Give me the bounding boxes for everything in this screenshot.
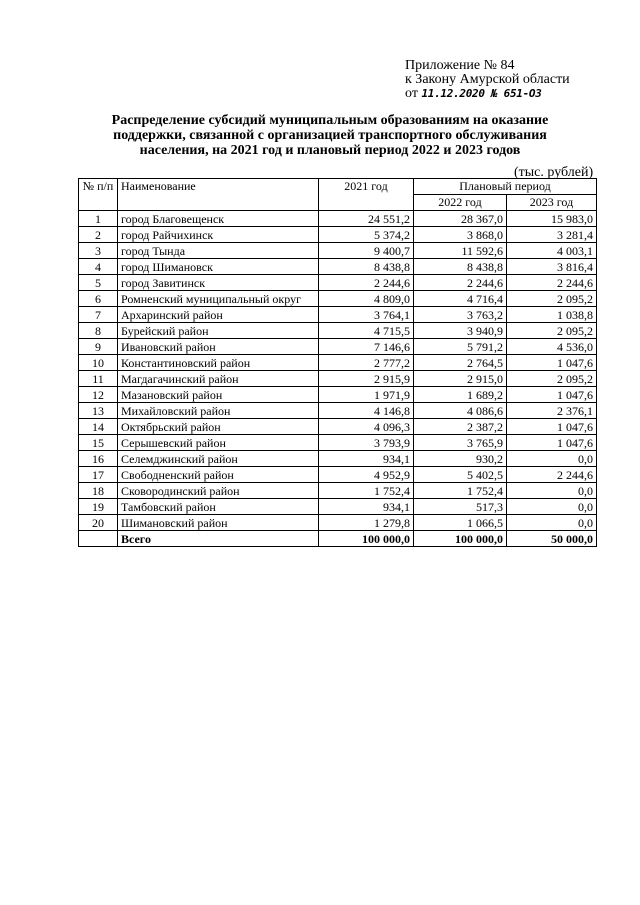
row-2022: 11 592,6 <box>414 243 507 259</box>
row-name: Ивановский район <box>118 339 319 355</box>
row-2021: 934,1 <box>319 451 414 467</box>
table-row <box>79 483 597 499</box>
row-2022: 4 086,6 <box>414 403 507 419</box>
row-2021: 8 438,8 <box>319 259 414 275</box>
title-line-2: поддержки, связанной с организацией транспортного обслуживания <box>113 128 547 143</box>
row-2021: 1 971,9 <box>319 387 414 403</box>
row-2022: 1 752,4 <box>414 483 507 499</box>
row-2021: 24 551,2 <box>319 211 414 227</box>
row-number: 12 <box>79 387 118 403</box>
row-2023: 2 244,6 <box>507 467 597 483</box>
row-2023: 0,0 <box>507 483 597 499</box>
row-2023: 2 244,6 <box>507 275 597 291</box>
table-row <box>79 307 597 323</box>
header-2023: 2023 год <box>507 195 597 211</box>
title-line-1: Распределение субсидий муниципальным образованиям на оказание <box>111 113 549 128</box>
row-2021: 5 374,2 <box>319 227 414 243</box>
row-number: 7 <box>79 307 118 323</box>
row-name: Михайловский район <box>118 403 319 419</box>
row-number: 6 <box>79 291 118 307</box>
row-name: Серышевский район <box>118 435 319 451</box>
row-2022: 4 716,4 <box>414 291 507 307</box>
row-2022: 3 868,0 <box>414 227 507 243</box>
row-name: Бурейский район <box>118 323 319 339</box>
row-2022: 8 438,8 <box>414 259 507 275</box>
row-number: 9 <box>79 339 118 355</box>
row-2023: 1 038,8 <box>507 307 597 323</box>
row-2022: 3 765,9 <box>414 435 507 451</box>
row-name: город Завитинск <box>118 275 319 291</box>
annex-date-line <box>405 87 570 101</box>
row-number: 1 <box>79 211 118 227</box>
row-number: 4 <box>79 259 118 275</box>
row-2023: 15 983,0 <box>507 211 597 227</box>
table-row <box>79 275 597 291</box>
row-2022: 1 066,5 <box>414 515 507 531</box>
table-row <box>79 371 597 387</box>
annex-number: Приложение № 84 <box>405 58 515 73</box>
row-2022: 3 940,9 <box>414 323 507 339</box>
row-2023: 2 376,1 <box>507 403 597 419</box>
row-2023: 4 003,1 <box>507 243 597 259</box>
row-name: город Райчихинск <box>118 227 319 243</box>
table-row <box>79 291 597 307</box>
row-2023: 3 816,4 <box>507 259 597 275</box>
total-row-2021: 100 000,0 <box>319 531 414 547</box>
row-name: Тамбовский район <box>118 499 319 515</box>
row-2023: 1 047,6 <box>507 355 597 371</box>
row-number: 20 <box>79 515 118 531</box>
row-number: 11 <box>79 371 118 387</box>
row-2023: 3 281,4 <box>507 227 597 243</box>
row-number: 3 <box>79 243 118 259</box>
row-name: Селемджинский район <box>118 451 319 467</box>
row-2022: 5 791,2 <box>414 339 507 355</box>
row-name: город Благовещенск <box>118 211 319 227</box>
row-number: 10 <box>79 355 118 371</box>
row-2021: 1 279,8 <box>319 515 414 531</box>
row-2023: 0,0 <box>507 515 597 531</box>
table-row <box>79 227 597 243</box>
row-number: 8 <box>79 323 118 339</box>
header-plan-period: Плановый период <box>414 179 597 195</box>
total-row-2023: 50 000,0 <box>507 531 597 547</box>
table-row <box>79 403 597 419</box>
row-2023: 2 095,2 <box>507 371 597 387</box>
row-2021: 4 096,3 <box>319 419 414 435</box>
total-row-name: Всего <box>118 531 319 547</box>
row-2023: 1 047,6 <box>507 387 597 403</box>
row-2022: 28 367,0 <box>414 211 507 227</box>
row-2021: 4 952,9 <box>319 467 414 483</box>
row-2021: 1 752,4 <box>319 483 414 499</box>
row-2021: 9 400,7 <box>319 243 414 259</box>
row-number: 2 <box>79 227 118 243</box>
row-2021: 4 809,0 <box>319 291 414 307</box>
row-2023: 1 047,6 <box>507 435 597 451</box>
row-2021: 4 715,5 <box>319 323 414 339</box>
row-2023: 0,0 <box>507 451 597 467</box>
header-2021: 2021 год <box>319 179 414 211</box>
row-2021: 3 764,1 <box>319 307 414 323</box>
annex-handwritten-date: 11.12.2020 № 651-ОЗ <box>421 87 542 100</box>
row-number: 18 <box>79 483 118 499</box>
header-num: № п/п <box>79 179 118 211</box>
annex-date-prefix: от <box>405 86 418 101</box>
row-2022: 2 764,5 <box>414 355 507 371</box>
row-2021: 2 915,9 <box>319 371 414 387</box>
row-number: 13 <box>79 403 118 419</box>
row-2021: 934,1 <box>319 499 414 515</box>
header-2022: 2022 год <box>414 195 507 211</box>
units-label: (тыс. рублей) <box>514 165 594 180</box>
row-number: 16 <box>79 451 118 467</box>
row-2022: 2 387,2 <box>414 419 507 435</box>
row-2023: 1 047,6 <box>507 419 597 435</box>
row-name: город Шимановск <box>118 259 319 275</box>
row-name: Свободненский район <box>118 467 319 483</box>
table-row <box>79 355 597 371</box>
row-number: 15 <box>79 435 118 451</box>
row-name: Магдагачинский район <box>118 371 319 387</box>
row-number: 19 <box>79 499 118 515</box>
row-name: Ромненский муниципальный округ <box>118 291 319 307</box>
row-2021: 2 777,2 <box>319 355 414 371</box>
total-row <box>79 531 597 547</box>
row-name: Константиновский район <box>118 355 319 371</box>
subsidy-table <box>78 178 597 547</box>
row-name: Октябрьский район <box>118 419 319 435</box>
row-name: Шимановский район <box>118 515 319 531</box>
row-2022: 2 915,0 <box>414 371 507 387</box>
table-row <box>79 451 597 467</box>
row-name: Мазановский район <box>118 387 319 403</box>
row-2022: 1 689,2 <box>414 387 507 403</box>
title-line-3: населения, на 2021 год и плановый период 2022 и 2023 годов <box>139 143 521 158</box>
row-2021: 2 244,6 <box>319 275 414 291</box>
row-number: 17 <box>79 467 118 483</box>
table-row <box>79 419 597 435</box>
table-row <box>79 243 597 259</box>
row-name: Сковородинский район <box>118 483 319 499</box>
table-row <box>79 259 597 275</box>
row-2022: 2 244,6 <box>414 275 507 291</box>
table-row <box>79 499 597 515</box>
table-row <box>79 435 597 451</box>
row-2022: 517,3 <box>414 499 507 515</box>
table-body <box>79 211 597 547</box>
row-2021: 4 146,8 <box>319 403 414 419</box>
row-name: город Тында <box>118 243 319 259</box>
document-title <box>70 113 590 158</box>
table-row <box>79 323 597 339</box>
row-2022: 930,2 <box>414 451 507 467</box>
row-number: 14 <box>79 419 118 435</box>
row-2023: 2 095,2 <box>507 291 597 307</box>
total-row-2022: 100 000,0 <box>414 531 507 547</box>
annex-header <box>405 59 570 101</box>
row-2021: 3 793,9 <box>319 435 414 451</box>
table-row <box>79 515 597 531</box>
table-row <box>79 339 597 355</box>
table-row <box>79 211 597 227</box>
row-name: Архаринский район <box>118 307 319 323</box>
row-2023: 4 536,0 <box>507 339 597 355</box>
table-row <box>79 387 597 403</box>
row-number: 5 <box>79 275 118 291</box>
annex-law: к Закону Амурской области <box>405 72 570 87</box>
total-row-number <box>79 531 118 547</box>
row-2022: 5 402,5 <box>414 467 507 483</box>
row-2021: 7 146,6 <box>319 339 414 355</box>
row-2022: 3 763,2 <box>414 307 507 323</box>
header-name: Наименование <box>118 179 319 211</box>
row-2023: 0,0 <box>507 499 597 515</box>
row-2023: 2 095,2 <box>507 323 597 339</box>
table-row <box>79 467 597 483</box>
